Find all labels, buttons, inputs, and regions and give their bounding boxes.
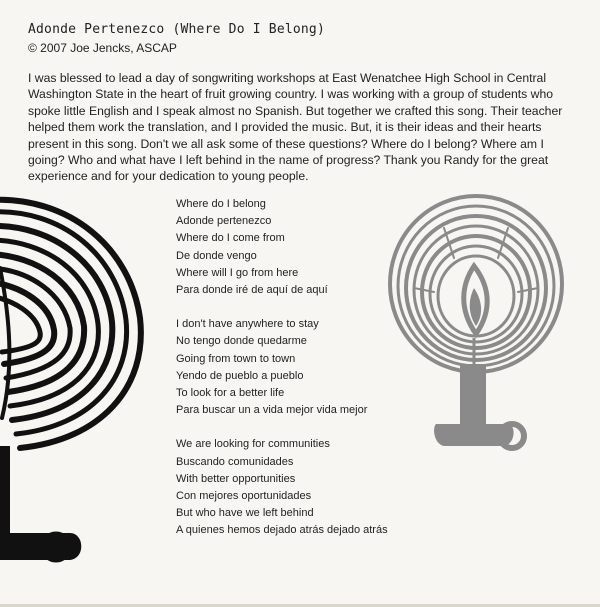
- stanza: [176, 436, 416, 539]
- lyric-line: Con mejores oportunidades: [176, 490, 312, 503]
- lyric-line: With better opportunities: [176, 472, 296, 485]
- lyric-line: Buscando comunidades: [176, 455, 294, 468]
- lyric-line: To look for a better life: [176, 387, 285, 400]
- lyric-line: Where do I come from: [176, 232, 285, 245]
- lyric-line: Going from town to town: [176, 352, 296, 365]
- lyrics: [176, 196, 416, 557]
- lyric-line: Adonde pertenezco: [176, 215, 272, 228]
- lyric-line: De donde vengo: [176, 249, 257, 262]
- lyric-line: Para buscar un a vida mejor vida mejor: [176, 404, 368, 417]
- lyric-line: I don't have anywhere to stay: [176, 318, 319, 331]
- intro-paragraph: I was blessed to lead a day of songwriting workshops at East Wenatchee High School in Central Washington State in the heart of fruit growing country. I was working with a group of students who spoke little English and I speak almost no Spanish. But together we crafted this song. Their teacher helped them work the translation, and I provided the music. But, it is their ideas and their hearts present in this song. Don't we all ask some of these questions? Where do I belong? Where am I going? Who and what have I left behind in the name of progress? Thank you Randy for the great experience and for your dedication to young people.: [28, 71, 563, 184]
- lyric-line: We are looking for communities: [176, 438, 330, 451]
- lyric-line: Where will I go from here: [176, 266, 299, 279]
- candle-woodcut-black-icon: [0, 178, 150, 578]
- lyric-line: Yendo de pueblo a pueblo: [176, 369, 304, 382]
- stanza: [176, 196, 416, 299]
- copyright-line: © 2007 Joe Jencks, ASCAP: [28, 41, 177, 55]
- lyric-line: A quienes hemos dejado atrás dejado atrás: [176, 524, 388, 537]
- stanza: [176, 316, 416, 419]
- lyric-line: Para donde iré de aquí de aquí: [176, 284, 328, 297]
- lyric-line: But who have we left behind: [176, 507, 314, 520]
- lyric-line: Where do I belong: [176, 198, 266, 210]
- lyric-line: No tengo donde quedarme: [176, 335, 307, 348]
- song-title: Adonde Pertenezco (Where Do I Belong): [28, 22, 325, 37]
- candle-woodcut-gray-icon: [384, 188, 574, 468]
